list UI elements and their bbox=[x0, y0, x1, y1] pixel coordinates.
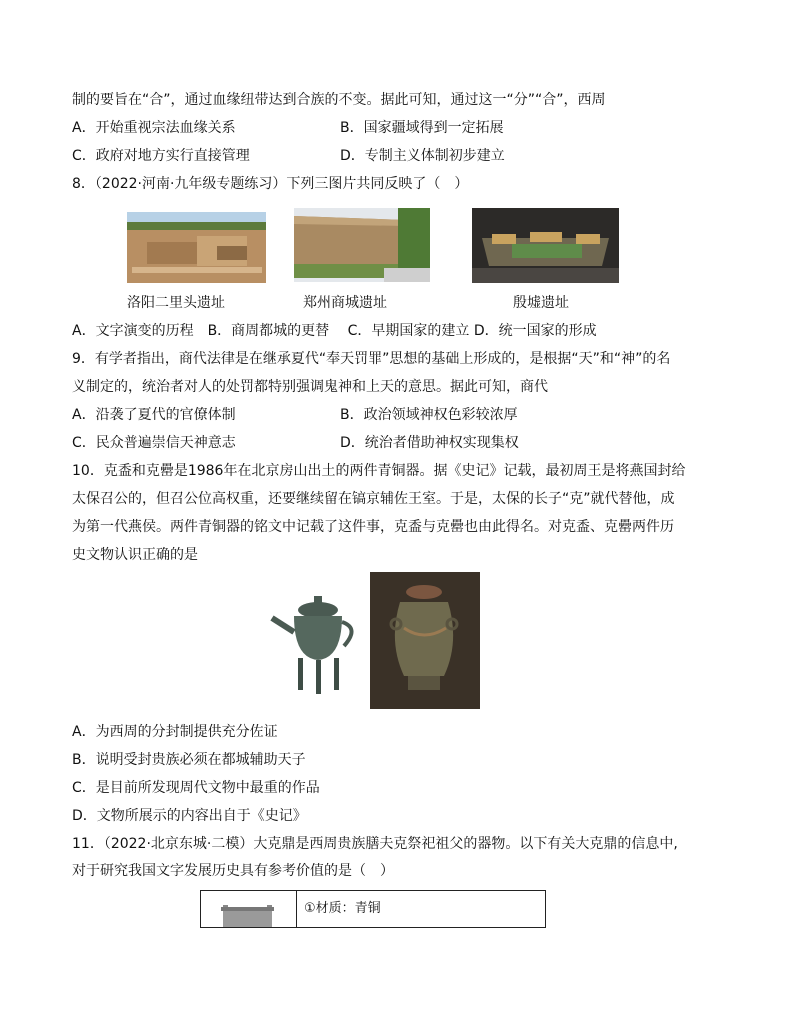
caption-yinxu: 殷墟遗址 bbox=[513, 295, 569, 311]
bronze-vessels-photo bbox=[264, 572, 480, 709]
q7-option-a: A．开始重视宗法血缘关系 bbox=[72, 120, 236, 136]
q10-stem-line-3: 为第一代燕侯。两件青铜器的铭文中记载了这件事，克盉与克罍也由此得名。对克盉、克罍两件历 bbox=[72, 519, 674, 535]
q7-option-d: D．专制主义体制初步建立 bbox=[340, 148, 505, 164]
q9-option-a: A．沿袭了夏代的官僚体制 bbox=[72, 407, 236, 423]
q10-stem-line-4: 史文物认识正确的是 bbox=[72, 547, 198, 563]
q9-option-b: B．政治领域神权色彩较浓厚 bbox=[340, 407, 518, 423]
q11-info-table bbox=[200, 890, 546, 928]
q7-option-b: B．国家疆域得到一定拓展 bbox=[340, 120, 504, 136]
q10-option-a: A．为西周的分封制提供充分佐证 bbox=[72, 724, 278, 740]
q7-option-c: C．政府对地方实行直接管理 bbox=[72, 148, 250, 164]
q10-option-d: D．文物所展示的内容出自于《史记》 bbox=[72, 808, 307, 824]
caption-erlitou: 洛阳二里头遗址 bbox=[127, 295, 225, 311]
zhengzhou-city-wall-photo bbox=[294, 208, 430, 282]
q9-option-c: C．民众普遍崇信天神意志 bbox=[72, 435, 236, 451]
q8-options-line: A．文字演变的历程 B．商周都城的更替 C．早期国家的建立 D．统一国家的形成 bbox=[72, 323, 597, 339]
da-ke-ding-thumbnail bbox=[201, 891, 297, 927]
yinxu-model-photo bbox=[472, 208, 619, 283]
table-row-material: ①材质：青铜 bbox=[304, 901, 381, 916]
q7-stem-tail: 制的要旨在“合”，通过血缘纽带达到合族的不变。据此可知，通过这一“分”“合”，西周 bbox=[72, 92, 606, 108]
q10-option-b: B．说明受封贵族必须在都城辅助天子 bbox=[72, 752, 306, 768]
q10-stem-line-1: 10．克盉和克罍是1986年在北京房山出土的两件青铜器。据《史记》记载，最初周王是将燕国封给 bbox=[72, 463, 686, 479]
q10-option-c: C．是目前所发现周代文物中最重的作品 bbox=[72, 780, 320, 796]
q9-stem-line-2: 义制定的，统治者对人的处罚都特别强调鬼神和上天的意思。据此可知，商代 bbox=[72, 379, 548, 395]
caption-zhengzhou: 郑州商城遗址 bbox=[303, 295, 387, 311]
q11-stem-line-1: 11．（2022·北京东城·二模）大克鼎是西周贵族膳夫克祭祀祖父的器物。以下有关大克鼎的信息中, bbox=[72, 836, 678, 852]
q9-stem-line-1: 9．有学者指出，商代法律是在继承夏代“奉天罚罪”思想的基础上形成的，是根据“天”和“神”的名 bbox=[72, 351, 671, 367]
q9-option-d: D．统治者借助神权实现集权 bbox=[340, 435, 519, 451]
erlitou-site-photo bbox=[127, 212, 266, 283]
q11-stem-line-2: 对于研究我国文字发展历史具有参考价值的是（ ） bbox=[72, 863, 394, 879]
q10-stem-line-2: 太保召公的，但召公位高权重，还要继续留在镐京辅佐王室。于是，太保的长子“克”就代替他，成 bbox=[72, 491, 675, 507]
q8-stem: 8．（2022·河南·九年级专题练习）下列三图片共同反映了（ ） bbox=[72, 176, 469, 192]
